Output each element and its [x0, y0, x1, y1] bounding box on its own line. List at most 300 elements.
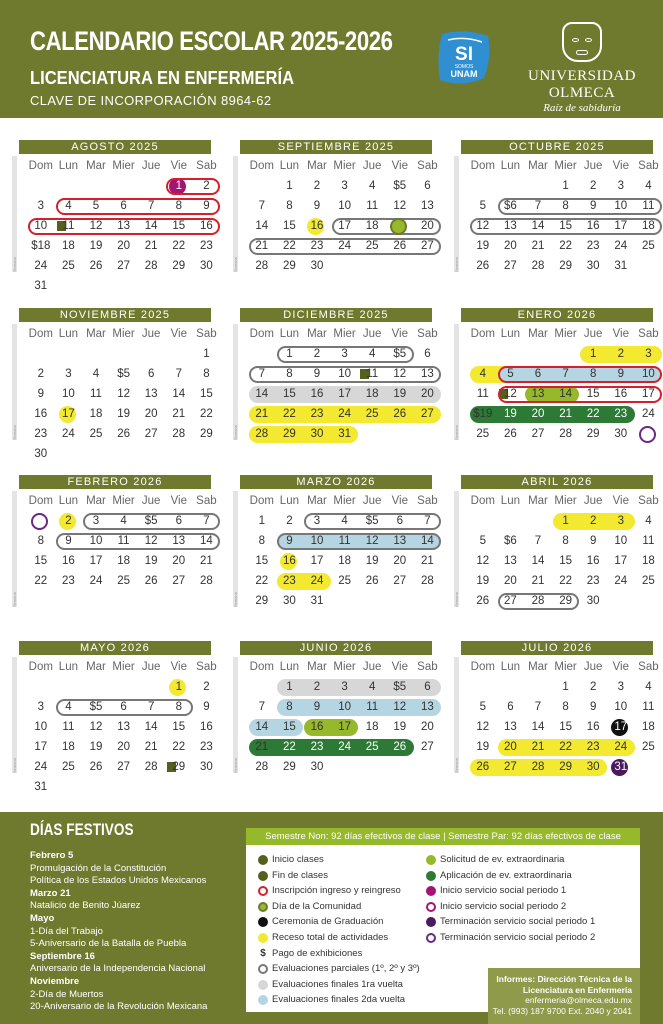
day-cell: 22 [34, 575, 48, 587]
day-cell: 17 [310, 555, 324, 567]
day-cell: 7 [534, 701, 542, 713]
day-cell: 19 [89, 240, 103, 252]
day-cell: 18 [641, 555, 655, 567]
weekday-label: Jue [141, 495, 161, 507]
weekday-label: Mar [86, 661, 106, 673]
day-cell: 15 [282, 388, 296, 400]
day-cell: 2 [65, 515, 72, 527]
day-cell: 1 [175, 180, 182, 192]
highlight-band [332, 218, 441, 235]
day-cell: 25 [117, 575, 130, 587]
day-cell: 15 [199, 388, 213, 400]
day-cell: 1 [203, 348, 210, 360]
day-cell: 17 [338, 721, 351, 733]
day-cell: 7 [562, 368, 569, 380]
day-cell: 3 [341, 681, 348, 693]
day-cell: 21 [531, 741, 545, 753]
day-cell: 2 [589, 681, 597, 693]
day-cell: 20 [531, 408, 545, 420]
day-cell: $5 [365, 515, 379, 527]
highlight-band [249, 238, 441, 255]
legend-item [258, 963, 420, 975]
weekday-label: Mier [333, 661, 356, 673]
day-cell: 12 [89, 220, 103, 232]
day-cell: 13 [420, 701, 434, 713]
holidays-title: DÍAS FESTIVOS [30, 820, 134, 839]
week-column: Semana [12, 156, 17, 272]
legend-item [426, 901, 566, 913]
day-cell: 2 [589, 180, 597, 192]
day-cell: 2 [313, 681, 321, 693]
weekday-label: Lun [500, 661, 520, 673]
day-cell: 3 [37, 701, 44, 713]
day-cell: 31 [614, 761, 628, 773]
enrollment-icon [258, 886, 268, 896]
day-cell: 10 [338, 200, 351, 212]
month-title: DICIEMBRE 2025 [240, 308, 432, 322]
day-cell: 30 [310, 260, 324, 272]
day-cell: 4 [368, 681, 376, 693]
day-cell: 16 [586, 555, 600, 567]
day-cell: 18 [641, 721, 655, 733]
day-cell: 23 [310, 240, 324, 252]
legend-item [426, 916, 595, 928]
week-column: Semana [12, 491, 17, 607]
weekday-label: Dom [249, 160, 274, 172]
day-cell: 29 [199, 428, 213, 440]
day-cell: 15 [34, 555, 48, 567]
extraordinary-request-icon [426, 855, 436, 865]
legend-label: Día de la Comunidad [272, 900, 362, 912]
day-cell: 9 [313, 701, 321, 713]
day-cell: 7 [534, 535, 542, 547]
week-column: Semana [454, 491, 459, 607]
weekday-label: Mier [333, 328, 356, 340]
day-cell: 1 [286, 348, 293, 360]
day-cell: 19 [393, 388, 407, 400]
weekday-label: Lun [279, 160, 299, 172]
day-cell: 20 [420, 220, 434, 232]
day-cell: 14 [531, 721, 545, 733]
legend-item [258, 932, 388, 944]
week-column: Semana [233, 156, 238, 272]
day-cell: 16 [34, 408, 48, 420]
day-cell: 21 [255, 240, 269, 252]
holiday-name: Natalicio de Benito Júarez [30, 900, 141, 912]
day-cell: 8 [562, 535, 569, 547]
day-cell: 16 [199, 220, 213, 232]
weekday-label: Mar [307, 661, 327, 673]
month-8 [233, 475, 438, 625]
community-day-icon [258, 902, 268, 912]
day-cell: 19 [117, 408, 130, 420]
day-cell: 3 [341, 348, 348, 360]
day-cell: 29 [282, 260, 296, 272]
month-title: ABRIL 2026 [461, 475, 653, 489]
header-banner [0, 0, 663, 118]
day-cell: 26 [503, 428, 517, 440]
day-cell: 11 [90, 388, 102, 400]
day-cell: 27 [503, 761, 517, 773]
legend-label: Evaluaciones finales 1ra vuelta [272, 978, 403, 990]
day-cell: 31 [310, 595, 324, 607]
day-cell: 16 [614, 388, 628, 400]
day-cell: 20 [420, 388, 434, 400]
day-cell: 24 [310, 575, 324, 587]
day-cell: 13 [420, 368, 434, 380]
day-cell: 18 [641, 220, 655, 232]
day-cell: 24 [338, 408, 351, 420]
day-cell: 21 [144, 741, 158, 753]
day-cell: 20 [503, 240, 517, 252]
legend-label: Solicitud de ev. extraordinaria [440, 854, 565, 865]
day-cell: 16 [310, 220, 324, 232]
day-cell: 27 [393, 575, 407, 587]
day-cell: 13 [393, 535, 407, 547]
day-cell: 2 [37, 368, 44, 380]
day-cell: 14 [255, 220, 269, 232]
weekday-label: Jue [141, 328, 161, 340]
day-cell: 23 [310, 408, 324, 420]
weekday-label: Sab [638, 160, 659, 172]
day-cell: 18 [365, 220, 379, 232]
week-column: Semana [454, 156, 459, 272]
day-cell: 23 [282, 575, 296, 587]
legend-item [258, 901, 361, 913]
holidays-panel [0, 812, 215, 1024]
day-cell: 12 [144, 535, 158, 547]
day-cell: 2 [617, 348, 624, 360]
day-cell: 18 [117, 555, 130, 567]
day-cell: 6 [534, 368, 542, 380]
day-cell: $5 [393, 681, 407, 693]
day-cell: 22 [255, 575, 269, 587]
month-title: FEBRERO 2026 [19, 475, 211, 489]
weekday-label: Mar [307, 160, 327, 172]
day-cell: $5 [393, 180, 407, 192]
legend-label: Receso total de actividades [272, 932, 389, 943]
holiday-name: Política de los Estados Unidos Mexicanos [30, 875, 207, 887]
weekday-label: Vie [612, 495, 629, 507]
day-cell: 24 [614, 741, 628, 753]
day-cell: 30 [199, 260, 213, 272]
weekday-label: Vie [170, 328, 187, 340]
holiday-name: Aniversario de la Independencia Nacional [30, 963, 206, 975]
day-cell: 4 [645, 180, 652, 192]
day-cell: 7 [258, 200, 265, 212]
day-cell: 11 [642, 200, 655, 212]
day-cell: 6 [147, 368, 155, 380]
day-cell: 30 [586, 595, 600, 607]
weekday-label: Jue [141, 661, 161, 673]
weekday-label: Jue [583, 495, 603, 507]
day-cell: 18 [338, 555, 351, 567]
legend-label: Terminación servicio social periodo 1 [440, 916, 596, 928]
day-cell: 17 [338, 388, 351, 400]
day-cell: 23 [310, 741, 324, 753]
universidad-olmeca-logo [522, 22, 642, 114]
day-cell: 25 [61, 260, 75, 272]
day-cell: 11 [338, 535, 351, 547]
dollar-icon: $ [260, 947, 266, 959]
weekday-label: Vie [170, 160, 187, 172]
day-cell: 9 [313, 200, 321, 212]
legend-label: Inicio clases [272, 854, 324, 865]
day-cell: 4 [645, 515, 652, 527]
weekday-label: Sab [417, 661, 438, 673]
holiday-name: 2-Día de Muertos [30, 988, 104, 1000]
day-cell: 3 [617, 180, 624, 192]
day-cell: 10 [338, 701, 351, 713]
weekday-label: Dom [470, 160, 495, 172]
day-cell: 27 [420, 240, 434, 252]
day-cell: 6 [424, 180, 431, 192]
day-cell: 9 [65, 535, 72, 547]
day-cell: 19 [393, 721, 407, 733]
day-cell: 21 [255, 408, 269, 420]
day-cell: 7 [147, 200, 155, 212]
weekday-label: Jue [141, 160, 161, 172]
day-cell: 1 [562, 515, 569, 527]
day-cell: 13 [503, 721, 517, 733]
day-cell: 4 [65, 200, 72, 212]
legend-item [426, 932, 595, 944]
day-cell: 3 [645, 348, 652, 360]
svg-text:SOMOS: SOMOS [454, 64, 474, 70]
highlight-band [56, 198, 221, 215]
day-cell: 30 [199, 761, 213, 773]
weekday-label: Vie [612, 661, 629, 673]
day-cell: 22 [586, 408, 600, 420]
month-7 [12, 475, 217, 625]
weekday-label: Sab [417, 328, 438, 340]
highlight-band [498, 593, 580, 610]
day-cell: 2 [313, 348, 321, 360]
day-cell: 14 [531, 555, 545, 567]
day-cell: 28 [255, 428, 269, 440]
day-cell: 20 [503, 575, 517, 587]
olmec-head-icon [562, 22, 602, 62]
week-column: Semana [12, 324, 17, 440]
weekday-label: Jue [362, 661, 382, 673]
highlight-band [470, 218, 662, 235]
day-cell: 13 [531, 388, 545, 400]
day-cell: $19 [473, 408, 493, 420]
day-cell: 11 [642, 701, 655, 713]
day-cell: 28 [531, 595, 545, 607]
weekday-label: Sab [196, 328, 217, 340]
day-cell: 16 [61, 555, 75, 567]
day-cell: 8 [589, 368, 597, 380]
day-cell: 28 [144, 260, 158, 272]
day-cell: 28 [531, 761, 545, 773]
day-cell: 21 [255, 741, 269, 753]
day-cell: 11 [366, 200, 379, 212]
highlight-band [28, 218, 220, 235]
day-cell: 10 [614, 200, 628, 212]
day-cell: 1 [589, 348, 597, 360]
day-cell: 22 [199, 408, 213, 420]
day-cell: 4 [92, 368, 100, 380]
day-cell: 1 [562, 681, 569, 693]
day-cell: 31 [34, 781, 48, 793]
month-6 [454, 308, 659, 458]
day-cell: 24 [34, 260, 48, 272]
day-cell: 11 [117, 535, 130, 547]
day-cell: 13 [420, 200, 434, 212]
day-cell: 19 [476, 240, 490, 252]
month-title: NOVIEMBRE 2025 [19, 308, 211, 322]
highlight-band [249, 366, 441, 383]
day-cell: 17 [61, 408, 75, 420]
day-cell: 25 [89, 428, 103, 440]
day-cell: 23 [199, 240, 213, 252]
weekday-label: Dom [28, 661, 53, 673]
day-cell: 16 [586, 220, 600, 232]
day-cell: 26 [393, 741, 407, 753]
day-cell: 7 [424, 515, 431, 527]
week-column: Semana [233, 491, 238, 607]
day-cell: 3 [313, 515, 321, 527]
day-cell: 15 [559, 721, 572, 733]
day-cell: 16 [310, 721, 324, 733]
highlight-band [166, 178, 220, 195]
weekday-label: Mar [86, 495, 106, 507]
weekday-label: Mar [528, 160, 548, 172]
day-cell: 3 [92, 515, 100, 527]
weekday-label: Lun [500, 328, 520, 340]
weekday-label: Sab [196, 495, 217, 507]
legend-label: Pago de exhibiciones [272, 947, 363, 959]
incorporation-code: CLAVE DE INCORPORACIÓN 8964-62 [30, 93, 272, 108]
day-cell: 10 [614, 701, 628, 713]
day-cell: 16 [282, 555, 296, 567]
day-cell: 24 [338, 240, 351, 252]
weekday-label: Lun [279, 328, 299, 340]
weekday-label: Mier [554, 495, 577, 507]
day-cell: 21 [420, 555, 434, 567]
weekday-label: Vie [170, 661, 187, 673]
day-cell: 2 [589, 515, 597, 527]
day-cell: 25 [365, 741, 379, 753]
weekday-label: Sab [638, 661, 659, 673]
day-cell: 9 [589, 701, 597, 713]
weekday-label: Mier [112, 328, 135, 340]
day-cell: 12 [393, 200, 407, 212]
day-cell: 12 [117, 388, 130, 400]
day-cell: 17 [614, 220, 628, 232]
weekday-label: Lun [279, 495, 299, 507]
day-cell: 29 [559, 761, 572, 773]
day-cell: 20 [420, 721, 434, 733]
weekday-label: Mier [333, 160, 356, 172]
day-cell: 15 [559, 220, 572, 232]
partial-eval-icon [258, 964, 268, 974]
weekday-label: Vie [612, 328, 629, 340]
day-cell: 14 [420, 535, 434, 547]
weekday-label: Mar [307, 328, 327, 340]
day-cell: $18 [31, 240, 51, 252]
day-cell: 17 [641, 388, 655, 400]
day-cell: 27 [172, 575, 186, 587]
day-cell: 6 [507, 701, 514, 713]
weekday-label: Lun [58, 328, 78, 340]
day-cell: 12 [476, 721, 490, 733]
day-cell: 10 [34, 721, 48, 733]
day-cell: 7 [258, 701, 265, 713]
day-cell: 10 [641, 368, 655, 380]
month-title: MAYO 2026 [19, 641, 211, 655]
day-cell: 14 [199, 535, 213, 547]
day-cell: 15 [282, 721, 296, 733]
day-cell: 8 [286, 701, 293, 713]
day-cell: 25 [641, 240, 655, 252]
day-cell: 14 [172, 388, 186, 400]
weekday-label: Lun [58, 495, 78, 507]
legend-item [258, 979, 403, 991]
weekday-label: Dom [249, 328, 274, 340]
legend-item [258, 994, 405, 1006]
day-cell: 22 [559, 240, 572, 252]
weekday-label: Lun [58, 160, 78, 172]
day-marker [31, 513, 48, 530]
day-cell: 16 [199, 721, 213, 733]
weekday-label: Vie [391, 160, 408, 172]
day-marker [639, 426, 656, 443]
day-cell: 21 [559, 408, 572, 420]
month-3 [454, 140, 659, 290]
day-cell: 17 [614, 555, 628, 567]
day-cell: 22 [282, 741, 296, 753]
week-column: Semana [233, 657, 238, 773]
day-cell: 4 [65, 701, 72, 713]
day-cell: 31 [338, 428, 351, 440]
weekday-label: Sab [638, 328, 659, 340]
day-cell: 13 [503, 220, 517, 232]
day-cell: 9 [37, 388, 44, 400]
month-2 [233, 140, 438, 290]
day-cell: 23 [586, 240, 600, 252]
weekday-label: Mar [528, 661, 548, 673]
weekday-label: Lun [279, 661, 299, 673]
day-cell: 20 [393, 555, 407, 567]
day-cell: $6 [503, 535, 517, 547]
day-cell: 4 [479, 368, 486, 380]
highlight-band [277, 533, 442, 550]
class-start-icon [258, 855, 268, 865]
day-cell: 23 [34, 428, 48, 440]
day-cell: 5 [479, 200, 486, 212]
holiday-name: 1-Día del Trabajo [30, 925, 103, 937]
day-cell: 25 [476, 428, 490, 440]
day-cell: $5 [117, 368, 130, 380]
day-cell: 9 [589, 200, 597, 212]
day-cell: 7 [258, 368, 265, 380]
day-cell: 10 [61, 388, 75, 400]
day-cell: $5 [89, 701, 103, 713]
day-cell: 21 [531, 575, 545, 587]
legend-label: Inscripción ingreso y reingreso [272, 885, 401, 897]
weekday-label: Lun [500, 495, 520, 507]
day-cell: 22 [282, 240, 296, 252]
day-cell: 12 [89, 721, 103, 733]
day-cell: 10 [310, 535, 324, 547]
day-cell: 26 [476, 595, 490, 607]
weekday-label: Jue [362, 160, 382, 172]
day-cell: 4 [341, 515, 348, 527]
day-cell: 6 [120, 200, 127, 212]
day-cell: 10 [34, 220, 48, 232]
